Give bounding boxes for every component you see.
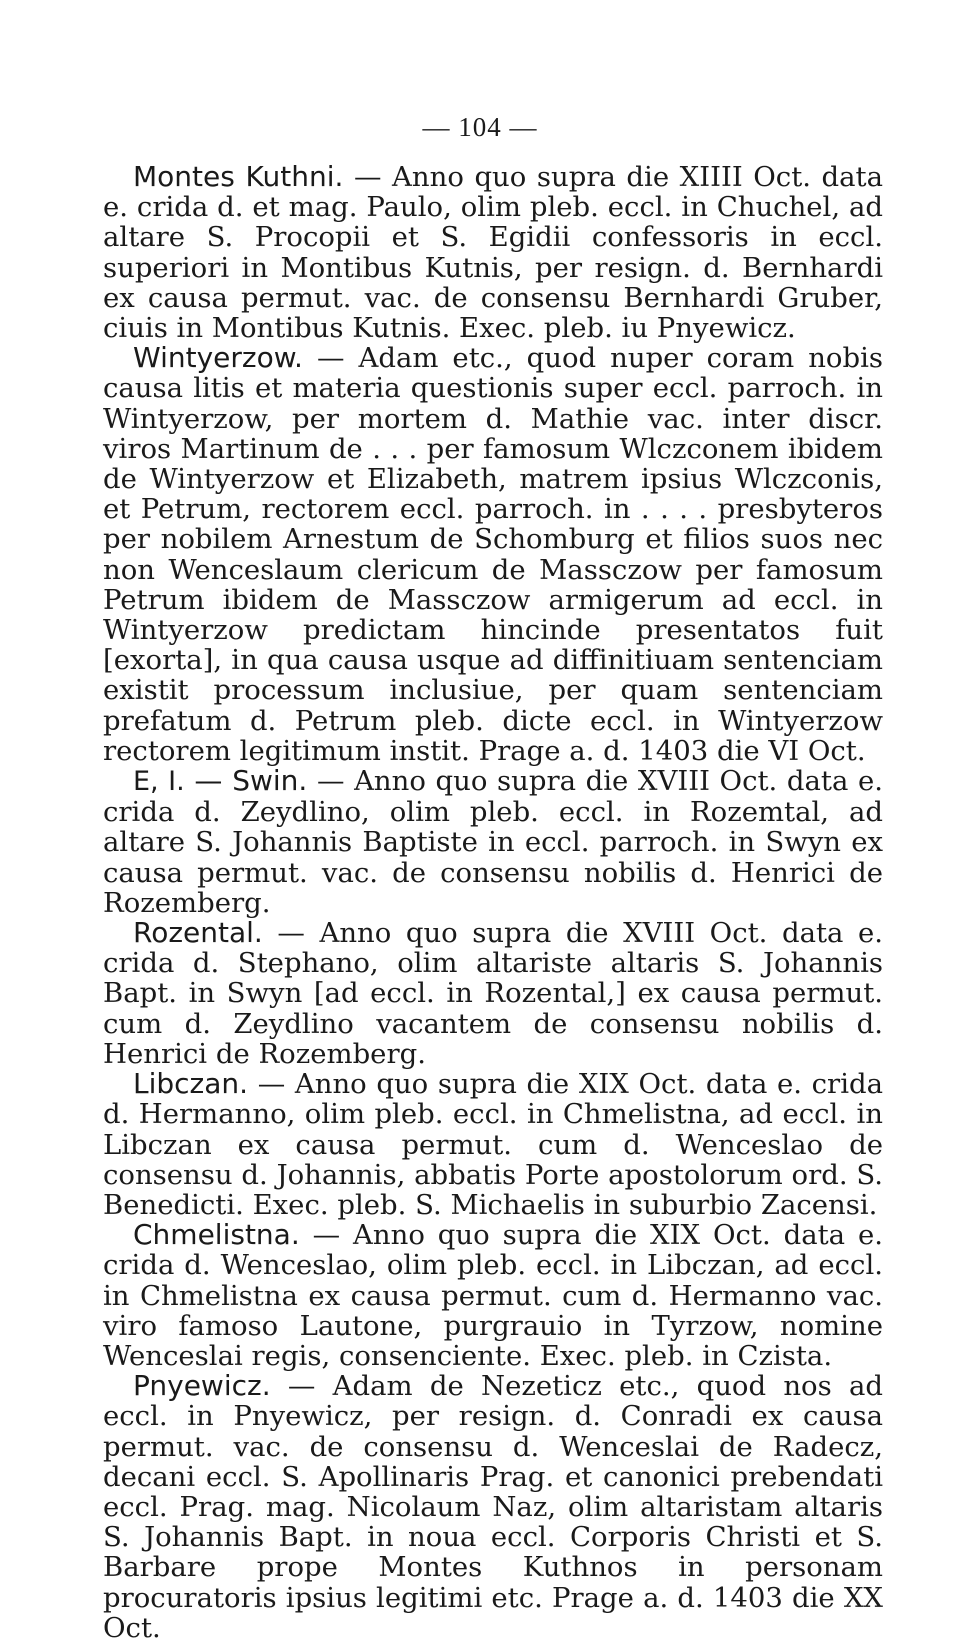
entry-heading: Montes Kuthni. bbox=[133, 160, 344, 193]
entry-text: — Adam de Nezeticz etc., quod nos ad eccl. in Pnyewicz, per resign. d. Conradi ex causa permut. vac. de consensu d. Wenceslai de Radecz, decani eccl. S. Apollinaris Prag. et canonici prebendati eccl. Prag. mag. Nicolaum Naz, olim altaristam altaris S. Johannis Bapt. in noua eccl. Corporis Christi et S. Barbare prope Montes Kuthnos in personam procuratoris ipsius legitimi etc. Prage a. d. 1403 die XX Oct. bbox=[103, 1370, 883, 1644]
entry-text: — Adam etc., quod nuper coram nobis causa litis et materia questionis super eccl. parroch. in Wintyerzow, per mortem d. Mathie vac. inter discr. viros Martinum de . . . per famosum Wlczconem ibidem de Wintyerzow et Elizabeth, matrem ipsius Wlczconis, et Petrum, rectorem eccl. parroch. in . . . . presbyteros per nobilem Arnestum de Schomburg et filios suos nec non Wenceslaum clericum de Massczow per famosum Petrum ibidem de Massczow armigerum ad eccl. in Wintyerzow predictam hincinde presentatos fuit [exorta], in qua causa usque ad diffinitiuam sentenciam existit processum inclusiue, per quam sentenciam prefatum d. Petrum pleb. dicte eccl. in Wintyerzow rectorem legitimum instit. Prage a. d. 1403 die VI Oct. bbox=[103, 342, 883, 767]
entry-heading: Wintyerzow. bbox=[133, 341, 303, 375]
page-number: — 104 — bbox=[422, 112, 538, 142]
entry-chmelistna bbox=[103, 1220, 883, 1371]
entry-heading: Pnyewicz. bbox=[133, 1369, 271, 1403]
entry-heading: Chmelistna. bbox=[133, 1218, 300, 1252]
entry-marginal-tag: E, I. bbox=[133, 766, 185, 798]
body-text bbox=[103, 162, 883, 1643]
entry-text: — Anno quo supra die XVIII Oct. data e. crida d. Zeydlino, olim pleb. eccl. in Rozemtal, ad altare S. Johannis Baptiste in eccl. parroch. in Swyn ex causa permut. vac. de consensu nobilis d. Henrici de Rozemberg. bbox=[103, 765, 883, 919]
entry-montes-kuthni bbox=[103, 162, 883, 343]
entry-heading: Rozental. bbox=[133, 916, 263, 950]
entry-heading: — Swin. bbox=[184, 764, 308, 798]
entry-text: — Anno quo supra die XVIII Oct. data e. crida d. Stephano, olim altariste altaris S. Johannis Bapt. in Swyn [ad eccl. in Rozental,] ex causa permut. cum d. Zeydlino vacantem de consensu nobilis d. Henrici de Rozemberg. bbox=[103, 917, 883, 1070]
entry-rozental bbox=[103, 918, 883, 1069]
entry-wintyerzow bbox=[103, 343, 883, 766]
entry-text: — Anno quo supra die XIX Oct. data e. crida d. Wenceslao, olim pleb. eccl. in Libczan, ad eccl. in Chmelistna ex causa permut. cum d. Hermanno vac. viro famoso Lautone, purgrauio in Tyrzow, nomine Wenceslai regis, consenciente. Exec. pleb. in Czista. bbox=[103, 1219, 883, 1372]
entry-swin bbox=[103, 766, 883, 918]
entry-heading: Libczan. bbox=[133, 1067, 249, 1101]
entry-text: — Anno quo supra die XIIII Oct. data e. crida d. et mag. Paulo, olim pleb. eccl. in Chuchel, ad altare S. Procopii et S. Egidii confessoris in eccl. superiori in Montibus Kutnis, per resign. d. Bernhardi ex causa permut. vac. de consensu Bernhardi Gruber, ciuis in Montibus Kutnis. Exec. pleb. iu Pnyewicz. bbox=[103, 161, 884, 345]
entry-libczan bbox=[103, 1069, 883, 1220]
entry-text: — Anno quo supra die XIX Oct. data e. crida d. Hermanno, olim pleb. eccl. in Chmelistna, ad eccl. in Libczan ex causa permut. cum d. Wenceslao de consensu d. Johannis, abbatis Porte apostolorum ord. S. Benedicti. Exec. pleb. S. Michaelis in suburbio Zacensi. bbox=[103, 1068, 883, 1221]
entry-pnyewicz bbox=[103, 1371, 883, 1643]
